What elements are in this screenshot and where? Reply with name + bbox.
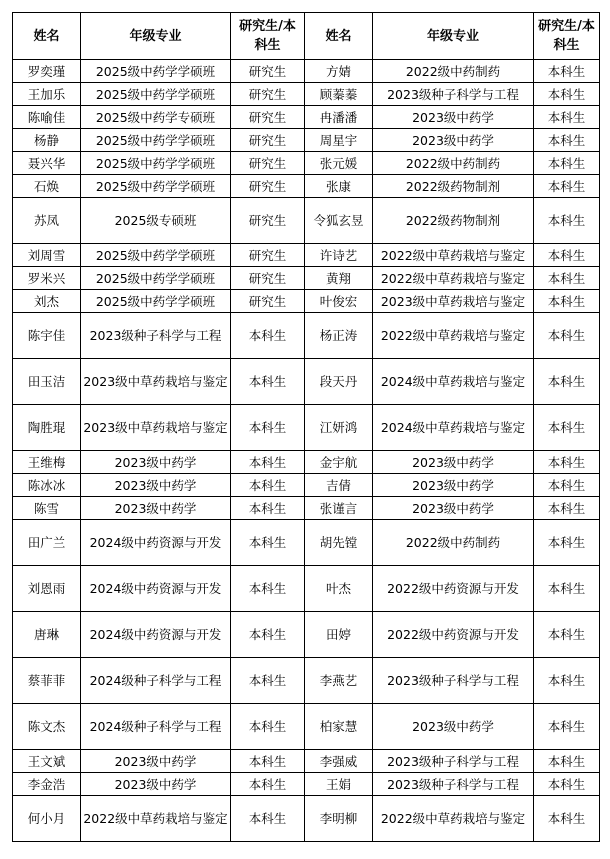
header-row (13, 13, 600, 60)
degree-type-cell: 本科生 (231, 497, 305, 520)
grade-major-cell: 2023级种子科学与工程 (373, 773, 534, 796)
table-row (13, 451, 600, 474)
table-row (13, 658, 600, 704)
grade-major-cell: 2024级种子科学与工程 (81, 704, 231, 750)
student-name-cell: 叶俊宏 (305, 290, 373, 313)
student-name-cell: 陶胜琨 (13, 405, 81, 451)
degree-type-cell: 本科生 (231, 405, 305, 451)
grade-major-cell: 2022级中草药栽培与鉴定 (373, 796, 534, 842)
degree-type-cell: 本科生 (534, 198, 600, 244)
roster-body (13, 60, 600, 842)
degree-type-cell: 本科生 (534, 405, 600, 451)
grade-major-cell: 2023级中药学 (81, 773, 231, 796)
degree-type-cell: 本科生 (231, 750, 305, 773)
degree-type-cell: 研究生 (231, 175, 305, 198)
table-row (13, 520, 600, 566)
student-name-cell: 杨静 (13, 129, 81, 152)
table-row (13, 566, 600, 612)
degree-type-cell: 本科生 (534, 152, 600, 175)
student-name-cell: 江妍鸿 (305, 405, 373, 451)
degree-type-cell: 本科生 (534, 175, 600, 198)
degree-type-cell: 研究生 (231, 152, 305, 175)
student-name-cell: 刘周雪 (13, 244, 81, 267)
student-name-cell: 刘杰 (13, 290, 81, 313)
student-name-cell: 石焕 (13, 175, 81, 198)
grade-major-cell: 2024级中草药栽培与鉴定 (373, 405, 534, 451)
degree-type-cell: 本科生 (231, 612, 305, 658)
degree-type-cell: 研究生 (231, 60, 305, 83)
table-row (13, 796, 600, 842)
table-row (13, 198, 600, 244)
grade-major-cell: 2023级中药学 (81, 451, 231, 474)
degree-type-cell: 本科生 (534, 313, 600, 359)
grade-major-cell: 2025级中药学学硕班 (81, 244, 231, 267)
table-row (13, 175, 600, 198)
table-row (13, 497, 600, 520)
degree-type-cell: 本科生 (231, 773, 305, 796)
student-name-cell: 张元媛 (305, 152, 373, 175)
grade-major-cell: 2023级中草药栽培与鉴定 (373, 290, 534, 313)
degree-type-cell: 本科生 (534, 658, 600, 704)
degree-type-cell: 本科生 (231, 474, 305, 497)
student-name-cell: 李明柳 (305, 796, 373, 842)
grade-major-cell: 2025级中药学学硕班 (81, 175, 231, 198)
header-name: 姓名 (305, 13, 373, 60)
grade-major-cell: 2023级种子科学与工程 (373, 658, 534, 704)
student-name-cell: 许诗艺 (305, 244, 373, 267)
student-roster-table (12, 12, 600, 842)
degree-type-cell: 本科生 (534, 129, 600, 152)
header-type: 研究生/本科生 (534, 13, 600, 60)
header-type: 研究生/本科生 (231, 13, 305, 60)
degree-type-cell: 研究生 (231, 106, 305, 129)
grade-major-cell: 2023级中药学 (81, 750, 231, 773)
degree-type-cell: 本科生 (231, 796, 305, 842)
student-name-cell: 唐琳 (13, 612, 81, 658)
degree-type-cell: 本科生 (534, 704, 600, 750)
student-name-cell: 陈宇佳 (13, 313, 81, 359)
degree-type-cell: 研究生 (231, 83, 305, 106)
table-row (13, 313, 600, 359)
degree-type-cell: 本科生 (534, 451, 600, 474)
degree-type-cell: 本科生 (534, 267, 600, 290)
degree-type-cell: 本科生 (534, 60, 600, 83)
student-name-cell: 李燕艺 (305, 658, 373, 704)
grade-major-cell: 2023级中药学 (81, 497, 231, 520)
grade-major-cell: 2023级中药学 (81, 474, 231, 497)
table-row (13, 106, 600, 129)
student-name-cell: 李金浩 (13, 773, 81, 796)
grade-major-cell: 2024级种子科学与工程 (81, 658, 231, 704)
table-row (13, 474, 600, 497)
table-row (13, 750, 600, 773)
student-name-cell: 聂兴华 (13, 152, 81, 175)
table-row (13, 244, 600, 267)
degree-type-cell: 研究生 (231, 267, 305, 290)
table-row (13, 60, 600, 83)
student-name-cell: 金宇航 (305, 451, 373, 474)
grade-major-cell: 2025级中药学学硕班 (81, 290, 231, 313)
degree-type-cell: 本科生 (231, 313, 305, 359)
grade-major-cell: 2025级中药学学硕班 (81, 83, 231, 106)
table-row (13, 129, 600, 152)
student-name-cell: 陈雪 (13, 497, 81, 520)
grade-major-cell: 2025级中药学学硕班 (81, 267, 231, 290)
table-row (13, 612, 600, 658)
student-name-cell: 张康 (305, 175, 373, 198)
degree-type-cell: 本科生 (534, 290, 600, 313)
grade-major-cell: 2023级中药学 (373, 106, 534, 129)
student-name-cell: 张谨言 (305, 497, 373, 520)
grade-major-cell: 2023级中草药栽培与鉴定 (81, 359, 231, 405)
grade-major-cell: 2022级中药制药 (373, 152, 534, 175)
grade-major-cell: 2023级中草药栽培与鉴定 (81, 405, 231, 451)
grade-major-cell: 2023级中药学 (373, 129, 534, 152)
table-row (13, 267, 600, 290)
table-row (13, 405, 600, 451)
header-major: 年级专业 (81, 13, 231, 60)
degree-type-cell: 研究生 (231, 244, 305, 267)
degree-type-cell: 本科生 (534, 497, 600, 520)
grade-major-cell: 2023级中药学 (373, 497, 534, 520)
degree-type-cell: 本科生 (534, 106, 600, 129)
grade-major-cell: 2024级中药资源与开发 (81, 520, 231, 566)
degree-type-cell: 本科生 (534, 474, 600, 497)
student-name-cell: 苏凤 (13, 198, 81, 244)
degree-type-cell: 本科生 (534, 612, 600, 658)
table-row (13, 359, 600, 405)
grade-major-cell: 2023级种子科学与工程 (81, 313, 231, 359)
grade-major-cell: 2023级中药学 (373, 474, 534, 497)
grade-major-cell: 2022级药物制剂 (373, 198, 534, 244)
grade-major-cell: 2025级专硕班 (81, 198, 231, 244)
degree-type-cell: 本科生 (534, 520, 600, 566)
table-row (13, 83, 600, 106)
student-name-cell: 田婷 (305, 612, 373, 658)
student-name-cell: 蔡菲菲 (13, 658, 81, 704)
student-name-cell: 吉倩 (305, 474, 373, 497)
student-name-cell: 段天丹 (305, 359, 373, 405)
header-name: 姓名 (13, 13, 81, 60)
degree-type-cell: 研究生 (231, 129, 305, 152)
grade-major-cell: 2025级中药学学硕班 (81, 129, 231, 152)
student-name-cell: 刘恩雨 (13, 566, 81, 612)
degree-type-cell: 研究生 (231, 290, 305, 313)
student-name-cell: 叶杰 (305, 566, 373, 612)
degree-type-cell: 本科生 (231, 658, 305, 704)
grade-major-cell: 2023级种子科学与工程 (373, 83, 534, 106)
grade-major-cell: 2022级中草药栽培与鉴定 (373, 267, 534, 290)
table-row (13, 773, 600, 796)
degree-type-cell: 本科生 (231, 359, 305, 405)
degree-type-cell: 本科生 (534, 566, 600, 612)
degree-type-cell: 本科生 (534, 244, 600, 267)
student-name-cell: 冉潘潘 (305, 106, 373, 129)
degree-type-cell: 本科生 (231, 704, 305, 750)
student-name-cell: 周星宇 (305, 129, 373, 152)
student-name-cell: 罗奕瑾 (13, 60, 81, 83)
student-name-cell: 陈冰冰 (13, 474, 81, 497)
student-name-cell: 令狐玄昱 (305, 198, 373, 244)
grade-major-cell: 2024级中药资源与开发 (81, 566, 231, 612)
degree-type-cell: 研究生 (231, 198, 305, 244)
student-name-cell: 田玉洁 (13, 359, 81, 405)
grade-major-cell: 2024级中草药栽培与鉴定 (373, 359, 534, 405)
grade-major-cell: 2022级药物制剂 (373, 175, 534, 198)
degree-type-cell: 本科生 (534, 83, 600, 106)
table-row (13, 152, 600, 175)
grade-major-cell: 2023级中药学 (373, 451, 534, 474)
grade-major-cell: 2022级中药资源与开发 (373, 612, 534, 658)
degree-type-cell: 本科生 (534, 359, 600, 405)
degree-type-cell: 本科生 (231, 451, 305, 474)
degree-type-cell: 本科生 (534, 796, 600, 842)
student-name-cell: 陈文杰 (13, 704, 81, 750)
student-name-cell: 胡先镗 (305, 520, 373, 566)
grade-major-cell: 2025级中药学专硕班 (81, 106, 231, 129)
grade-major-cell: 2023级种子科学与工程 (373, 750, 534, 773)
grade-major-cell: 2022级中草药栽培与鉴定 (81, 796, 231, 842)
student-name-cell: 王维梅 (13, 451, 81, 474)
degree-type-cell: 本科生 (231, 566, 305, 612)
grade-major-cell: 2022级中药资源与开发 (373, 566, 534, 612)
degree-type-cell: 本科生 (231, 520, 305, 566)
grade-major-cell: 2022级中草药栽培与鉴定 (373, 244, 534, 267)
student-name-cell: 顾蓁蓁 (305, 83, 373, 106)
student-name-cell: 陈喻佳 (13, 106, 81, 129)
grade-major-cell: 2022级中草药栽培与鉴定 (373, 313, 534, 359)
grade-major-cell: 2025级中药学学硕班 (81, 152, 231, 175)
degree-type-cell: 本科生 (534, 750, 600, 773)
student-name-cell: 罗米兴 (13, 267, 81, 290)
grade-major-cell: 2024级中药资源与开发 (81, 612, 231, 658)
table-row (13, 290, 600, 313)
grade-major-cell: 2022级中药制药 (373, 60, 534, 83)
grade-major-cell: 2025级中药学学硕班 (81, 60, 231, 83)
student-name-cell: 李强威 (305, 750, 373, 773)
student-name-cell: 王娟 (305, 773, 373, 796)
student-name-cell: 方婧 (305, 60, 373, 83)
grade-major-cell: 2023级中药学 (373, 704, 534, 750)
table-row (13, 704, 600, 750)
grade-major-cell: 2022级中药制药 (373, 520, 534, 566)
student-name-cell: 王加乐 (13, 83, 81, 106)
degree-type-cell: 本科生 (534, 773, 600, 796)
student-name-cell: 杨正涛 (305, 313, 373, 359)
student-name-cell: 黄翔 (305, 267, 373, 290)
student-name-cell: 何小月 (13, 796, 81, 842)
student-name-cell: 柏家慧 (305, 704, 373, 750)
header-major: 年级专业 (373, 13, 534, 60)
student-name-cell: 田广兰 (13, 520, 81, 566)
student-name-cell: 王文斌 (13, 750, 81, 773)
